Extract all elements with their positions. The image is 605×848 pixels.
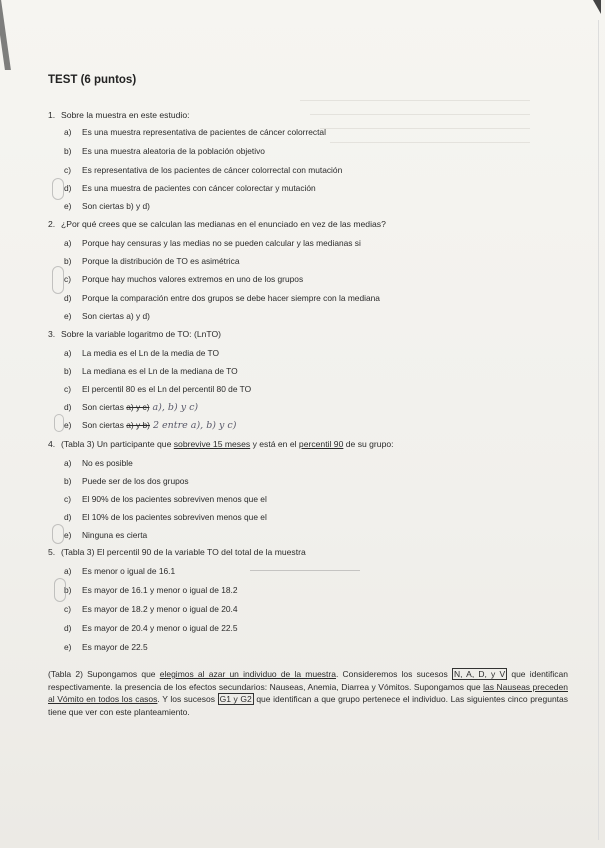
bleed-through	[300, 100, 530, 101]
question-1	[48, 110, 190, 120]
q2-option-a: a) Porque hay censuras y las medias no se pueden calcular y las medianas si	[64, 238, 361, 248]
q3-option-b: b) La mediana es el Ln de la mediana de TO	[64, 366, 238, 376]
q2-option-b: b) Porque la distribución de TO es asimétrica	[64, 256, 240, 266]
question-text: ¿Por qué crees que se calculan las medianas en el enunciado en vez de las medias?	[61, 219, 386, 229]
q1-option-b: b) Es una muestra aleatoria de la población objetivo	[64, 146, 265, 156]
q4-option-a: a) No es posible	[64, 458, 133, 468]
pencil-mark	[54, 578, 66, 602]
q1-option-d: d) Es una muestra de pacientes con cáncer colorectar y mutación	[64, 183, 316, 193]
struck-text: a) y c)	[126, 402, 150, 412]
question-text: (Tabla 3) El percentil 90 de la variable TO del total de la muestra	[61, 547, 306, 557]
question-number: 4.	[48, 439, 56, 449]
q3-option-e: e) Son ciertas a) y b) 2 entre a), b) y c)	[64, 420, 237, 431]
boxed-events-2: G1 y G2	[219, 694, 252, 704]
scan-shadow-corner	[0, 0, 39, 70]
handwritten-correction: a), b) y c)	[152, 402, 199, 413]
pencil-mark	[54, 414, 64, 432]
q1-option-c: c) Es representativa de los pacientes de cáncer colorrectal con mutación	[64, 165, 343, 175]
question-number: 1.	[48, 110, 56, 120]
q2-option-c: c) Porque hay muchos valores extremos en uno de los grupos	[64, 274, 304, 284]
question-5	[48, 547, 306, 557]
q5-option-c: c) Es mayor de 18.2 y menor o igual de 20.4	[64, 604, 238, 614]
question-text: Sobre la variable logaritmo de TO: (LnTO)	[61, 329, 222, 339]
q4-option-d: d) El 10% de los pacientes sobreviven menos que el	[64, 512, 267, 522]
q1-option-e: e) Son ciertas b) y d)	[64, 201, 150, 211]
q5-option-e: e) Es mayor de 22.5	[64, 642, 148, 652]
question-4: 4. (Tabla 3) Un participante que sobrevive 15 meses y está en el percentil 90 de su grupo:	[48, 439, 394, 449]
question-number: 3.	[48, 329, 56, 339]
question-text: Sobre la muestra en este estudio:	[61, 110, 190, 120]
boxed-events-1: N, A, D, y V	[453, 669, 506, 679]
q4-option-c: c) El 90% de los pacientes sobreviven menos que el	[64, 494, 267, 504]
question-number: 2.	[48, 219, 56, 229]
bleed-through	[320, 128, 530, 129]
q3-option-c: c) El percentil 80 es el Ln del percentil 80 de TO	[64, 384, 252, 394]
handwritten-correction: 2 entre a), b) y c)	[152, 420, 237, 431]
question-2	[48, 219, 386, 229]
q5-option-d: d) Es mayor de 20.4 y menor o igual de 22.5	[64, 623, 238, 633]
question-number: 5.	[48, 547, 56, 557]
pencil-mark	[52, 178, 64, 200]
bleed-through	[310, 114, 530, 115]
pencil-stroke	[250, 570, 360, 571]
q5-option-b: b) Es mayor de 16.1 y menor o igual de 18.2	[64, 585, 238, 595]
q2-option-e: e) Son ciertas a) y d)	[64, 311, 150, 321]
q4-option-e: e) Ninguna es cierta	[64, 530, 148, 540]
bleed-through	[330, 142, 530, 143]
context-paragraph: (Tabla 2) Supongamos que elegimos al azar un individuo de la muestra. Consideremos los sucesos N, A, D, y V que identifican respectivamente. la presencia de los efectos secundarios: Nauseas, Anemia, Diarrea y Vómitos. Supongamos que las Nauseas preceden al Vómito en todos los casos. Y los sucesos G1 y G2 que identifican a que grupo pertenece el individuo. Las siguientes cinco preguntas tiene que ver con este planteamiento.	[48, 669, 569, 717]
pencil-mark	[52, 524, 64, 544]
q5-option-a: a) Es menor o igual de 16.1	[64, 566, 176, 576]
pencil-mark	[52, 266, 64, 294]
q3-option-d: d) Son ciertas a) y c) a), b) y c)	[64, 402, 199, 413]
question-3	[48, 329, 221, 339]
q2-option-d: d) Porque la comparación entre dos grupos se debe hacer siempre con la mediana	[64, 293, 380, 303]
q3-option-a: a) La media es el Ln de la media de TO	[64, 348, 220, 358]
struck-text: a) y b)	[126, 420, 150, 430]
q4-option-b: b) Puede ser de los dos grupos	[64, 476, 189, 486]
q1-option-a: a) Es una muestra representativa de pacientes de cáncer colorrectal	[64, 127, 326, 137]
page-edge	[598, 20, 599, 840]
test-title: TEST (6 puntos)	[48, 74, 137, 86]
scan-corner-mark	[593, 0, 601, 14]
